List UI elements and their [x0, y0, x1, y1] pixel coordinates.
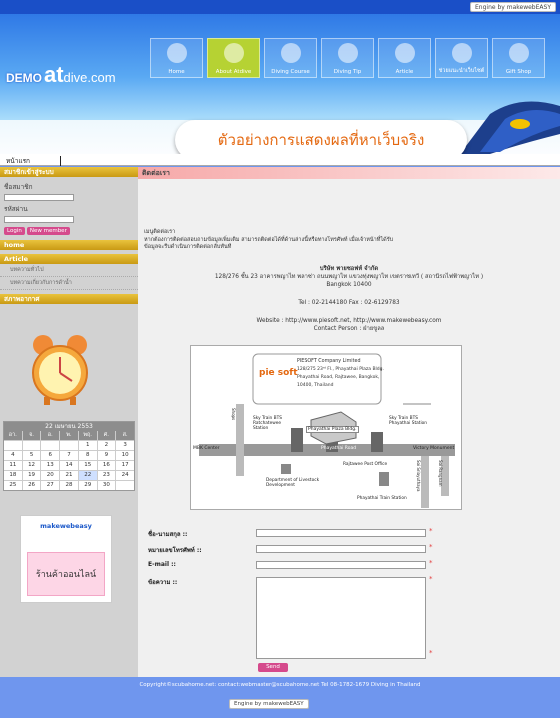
- calendar-day[interactable]: 26: [23, 481, 41, 490]
- send-button[interactable]: Send: [258, 663, 288, 672]
- nav-diving-course[interactable]: [264, 38, 317, 78]
- calendar-day[interactable]: 24: [116, 471, 134, 480]
- login-box: [0, 177, 138, 238]
- map-company-addr: 128/275 23ʳᵈ Fl., Phayathai Plaza Bldg.: [297, 367, 384, 372]
- alarm-clock-icon: [30, 333, 90, 405]
- fork-knife-icon: [452, 43, 472, 63]
- calendar-day[interactable]: 12: [23, 461, 41, 470]
- calendar-day[interactable]: 21: [60, 471, 78, 480]
- login-button[interactable]: Login: [4, 227, 25, 235]
- calendar-header: ศ.: [98, 431, 116, 440]
- map-skytrain-right: Sky Train BTS Phayathai Station: [389, 416, 428, 426]
- password-input[interactable]: [4, 216, 74, 223]
- top-bar: [0, 0, 560, 14]
- map-brand: pie soft: [259, 368, 298, 378]
- copyright-text: Copyright©scubahome.net: contact:webmaster@scubahome.net Tel 08-1782-1679 Diving in Thailand: [139, 682, 421, 688]
- page-title: ติดต่อเรา: [138, 167, 560, 179]
- map-skytrain-left: Sky Train BTS Ratchatewee Station: [253, 416, 282, 431]
- breadcrumb[interactable]: หน้าแรก: [6, 156, 61, 166]
- diver-flag-icon: [338, 43, 358, 63]
- footer-engine-badge[interactable]: Engine by makewebEASY: [229, 699, 309, 709]
- sidebar-link-general[interactable]: บทความทั่วไป: [0, 264, 138, 277]
- nav-label: Diving Tip: [333, 69, 362, 75]
- message-textarea[interactable]: [256, 577, 426, 659]
- snorkel-icon: [281, 43, 301, 63]
- calendar-day[interactable]: 25: [4, 481, 22, 490]
- logo-rest: dive.com: [63, 70, 116, 85]
- calendar-day[interactable]: 29: [79, 481, 97, 490]
- calendar-day[interactable]: 8: [79, 451, 97, 460]
- calendar-header: พฤ.: [79, 431, 97, 440]
- weather-title: สภาพอากาศ: [0, 294, 138, 304]
- calendar-day[interactable]: 19: [23, 471, 41, 480]
- map-road-label: Phayathai Road: [321, 446, 357, 451]
- nav-article[interactable]: [378, 38, 431, 78]
- contact-line: Contact Person : ฝ่ายขูลล: [313, 326, 385, 332]
- calendar-day-today[interactable]: 22: [79, 471, 97, 480]
- location-map: [190, 345, 462, 510]
- required-mark: *: [429, 559, 433, 567]
- speech-bubble: ตัวอย่างการแสดงผลที่หาเว็บจริง: [175, 120, 467, 154]
- starfish-icon: [167, 43, 187, 63]
- email-label: E-mail ::: [148, 561, 176, 568]
- form-row-name: [138, 527, 560, 539]
- home-title[interactable]: home: [0, 240, 138, 250]
- breadcrumb-bar: [0, 154, 560, 166]
- engine-badge[interactable]: Engine by makewebEASY: [470, 2, 556, 12]
- intro-text: [144, 229, 424, 252]
- calendar-day[interactable]: 30: [98, 481, 116, 490]
- article-title[interactable]: Article: [0, 254, 138, 264]
- nav-diving-tip[interactable]: [321, 38, 374, 78]
- nav-about[interactable]: [207, 38, 260, 78]
- new-member-button[interactable]: New member: [27, 227, 70, 235]
- required-mark: *: [429, 575, 433, 583]
- cart-icon: [509, 43, 529, 63]
- username-input[interactable]: [4, 194, 74, 201]
- map-company-addr: 10400, Thailand: [297, 383, 334, 388]
- promo-shop-text: ร้านค้าออนไลน์: [27, 552, 105, 596]
- required-mark: *: [429, 527, 433, 535]
- calendar-day[interactable]: 6: [41, 451, 59, 460]
- calendar-day[interactable]: 7: [60, 451, 78, 460]
- calendar-day[interactable]: 20: [41, 471, 59, 480]
- calendar-day[interactable]: [4, 441, 22, 450]
- site-logo[interactable]: [6, 62, 116, 88]
- calendar-day[interactable]: 14: [60, 461, 78, 470]
- phone-label: หมายเลขโทรศัพท์ ::: [148, 547, 202, 554]
- map-street-label: Soi Rangnam: [438, 460, 443, 487]
- people-icon: [224, 43, 244, 63]
- nav-label: Home: [168, 69, 185, 75]
- header-banner: [0, 14, 560, 154]
- calendar-header: ส.: [116, 431, 134, 440]
- name-input[interactable]: [256, 529, 426, 537]
- calendar-title: 22 เมษายน 2553: [4, 422, 134, 431]
- calendar-header: อ.: [41, 431, 59, 440]
- nav-label: Article: [395, 69, 414, 75]
- nav-label: Diving Course: [271, 69, 310, 75]
- promo-brand: makewebeasy: [40, 522, 92, 530]
- calendar-day[interactable]: 13: [41, 461, 59, 470]
- address-line: 128/276 ชั้น 23 อาคารพญาไท พลาซ่า ถนนพญาไท แขวงทุ่งพญาไท เขตราชเทวี ( สถานีรถไฟฟ้าพญาไท ): [214, 274, 484, 280]
- form-row-email: [138, 559, 560, 571]
- calendar-header: จ.: [23, 431, 41, 440]
- kayak-icon: [460, 94, 560, 154]
- calendar-day[interactable]: [60, 441, 78, 450]
- calendar-day[interactable]: [41, 441, 59, 450]
- sidebar: [0, 167, 138, 677]
- member-title: สมาชิกเข้าสู่ระบบ: [0, 167, 138, 177]
- map-livestock-label: Department of Livestock Development: [266, 478, 320, 488]
- calendar-day[interactable]: 28: [60, 481, 78, 490]
- phone-input[interactable]: [256, 545, 426, 553]
- seahorse-icon: [395, 43, 415, 63]
- calendar-day[interactable]: 11: [4, 461, 22, 470]
- calendar-grid: [4, 431, 134, 490]
- main-nav: [150, 38, 545, 78]
- map-victory-label: Victory Monument: [413, 446, 455, 451]
- map-company-name: PIESOFT Company Limited: [297, 359, 361, 364]
- nav-home[interactable]: [150, 38, 203, 78]
- calendar-day[interactable]: 17: [116, 461, 134, 470]
- logo-at: at: [43, 62, 64, 87]
- calendar-day[interactable]: 16: [98, 461, 116, 470]
- map-plaza-label: Phayathai Plaza Bldg.: [308, 427, 357, 432]
- sidebar-link-diving[interactable]: บทความเกี่ยวกับการดำน้ำ: [0, 277, 138, 290]
- form-row-phone: [138, 543, 560, 555]
- password-label: รหัสผ่าน: [4, 205, 28, 213]
- name-label: ชื่อ-นามสกุล ::: [148, 531, 188, 538]
- company-name: บริษัท พายซอฟท์ จำกัด: [319, 266, 379, 272]
- nav-gift-shop[interactable]: [492, 38, 545, 78]
- nav-label: ช่วยแนะนำเว็บไซต์: [438, 68, 485, 74]
- calendar-day[interactable]: [116, 481, 134, 490]
- calendar-day[interactable]: 1: [79, 441, 97, 450]
- calendar-day[interactable]: 2: [98, 441, 116, 450]
- address-line: Bangkok 10400: [326, 282, 372, 288]
- calendar-header: พ.: [60, 431, 78, 440]
- nav-label: About Atdive: [215, 69, 252, 75]
- calendar-day[interactable]: 15: [79, 461, 97, 470]
- logo-demo: DEMO: [6, 71, 42, 85]
- calendar-day[interactable]: 3: [116, 441, 134, 450]
- username-label: ชื่อสมาชิก: [4, 183, 33, 191]
- calendar-day[interactable]: 23: [98, 471, 116, 480]
- intro-line: เมนูติดต่อเรา: [144, 229, 176, 235]
- calendar-header: อา.: [4, 431, 22, 440]
- message-label: ข้อความ ::: [148, 579, 178, 586]
- calendar: [3, 421, 135, 491]
- calendar-day[interactable]: 5: [23, 451, 41, 460]
- calendar-day[interactable]: 18: [4, 471, 22, 480]
- map-shops-label: Shops: [231, 408, 236, 421]
- required-mark: *: [429, 649, 433, 657]
- map-train-label: Phayathai Train Station: [357, 496, 407, 501]
- nav-recommend[interactable]: [435, 38, 488, 78]
- calendar-day[interactable]: 4: [4, 451, 22, 460]
- calendar-day[interactable]: 10: [116, 451, 134, 460]
- calendar-day[interactable]: 27: [41, 481, 59, 490]
- tel-line: Tel : 02-2144180 Fax : 02-6129783: [298, 300, 400, 306]
- map-post-label: Rajtawee Post Office: [343, 462, 388, 467]
- required-mark: *: [429, 543, 433, 551]
- nav-label: Gift Shop: [505, 69, 532, 75]
- company-address: [138, 265, 560, 333]
- main-content: [138, 167, 560, 677]
- intro-line: หากต้องการติดต่อสอบถามข้อมูลเพิ่มเติม สามารถติดต่อได้ที่ด้านล่างนี้หรือทางโทรศัพท์ เมื่อเจ้าหน้าที่ได้รับ: [144, 236, 394, 243]
- map-street-label: Soi Sriayuthaya: [416, 460, 421, 492]
- form-row-message: [138, 575, 560, 665]
- map-mbk-label: MBK Center: [193, 446, 220, 451]
- promo-banner[interactable]: [20, 515, 112, 603]
- calendar-day[interactable]: [23, 441, 41, 450]
- calendar-day[interactable]: 9: [98, 451, 116, 460]
- map-company-addr: Phayathai Road, Rajtawee, Bangkok,: [297, 375, 380, 380]
- website-line[interactable]: Website : http://www.piesoft.net, http://www.makewebeasy.com: [256, 318, 442, 324]
- email-input[interactable]: [256, 561, 426, 569]
- intro-line: ข้อมูลจะรีบดำเนินการติดต่อกลับทันที: [144, 244, 232, 250]
- footer: [0, 677, 560, 718]
